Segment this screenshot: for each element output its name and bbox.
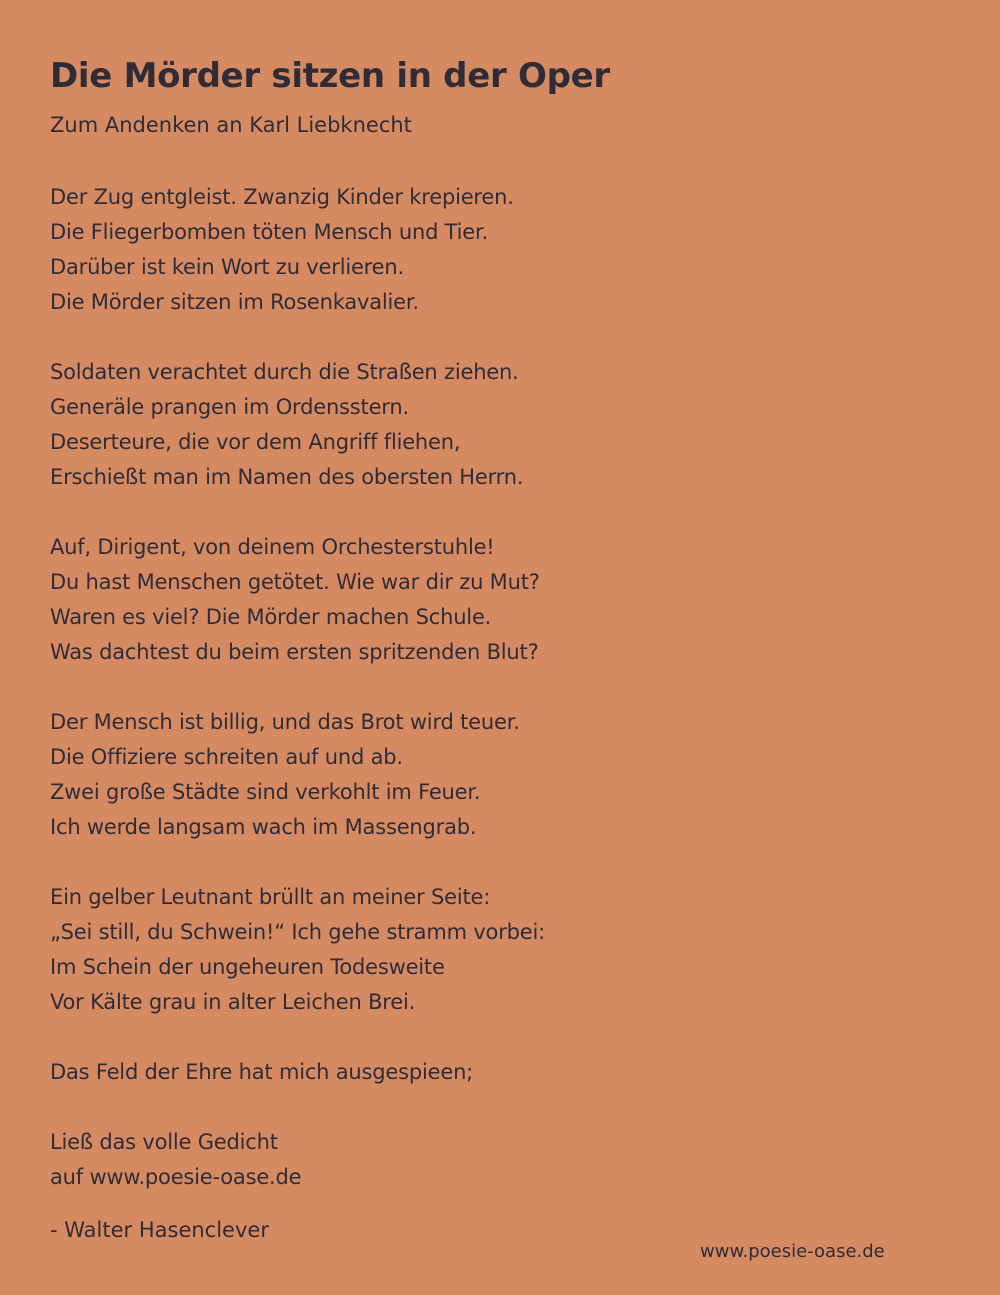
poem-line: Zwei große Städte sind verkohlt im Feuer.: [50, 780, 481, 804]
poem-line: Erschießt man im Namen des obersten Herrn.: [50, 465, 524, 489]
cta-line: auf www.poesie-oase.de: [50, 1165, 302, 1189]
poem-line: Der Mensch ist billig, und das Brot wird teuer.: [50, 710, 520, 734]
poem-line: Was dachtest du beim ersten spritzenden Blut?: [50, 640, 539, 664]
stanza-6: [50, 1055, 670, 1090]
poem-line: Deserteure, die vor dem Angriff fliehen,: [50, 430, 461, 454]
poem-body: [50, 180, 670, 1195]
poem-line: „Sei still, du Schwein!“ Ich gehe stramm vorbei:: [50, 920, 545, 944]
stanza-5: [50, 880, 670, 1020]
poem-line: Der Zug entgleist. Zwanzig Kinder krepieren.: [50, 185, 514, 209]
poem-line: Im Schein der ungeheuren Todesweite: [50, 955, 445, 979]
poem-line: Die Offiziere schreiten auf und ab.: [50, 745, 403, 769]
poem-line: Du hast Menschen getötet. Wie war dir zu Mut?: [50, 570, 540, 594]
poem-line: Soldaten verachtet durch die Straßen ziehen.: [50, 360, 519, 384]
poem-author: - Walter Hasenclever: [50, 1218, 269, 1242]
stanza-4: [50, 705, 670, 845]
poem-line: Waren es viel? Die Mörder machen Schule.: [50, 605, 492, 629]
cta-line: Ließ das volle Gedicht: [50, 1130, 278, 1154]
poem-line: Ich werde langsam wach im Massengrab.: [50, 815, 477, 839]
poem-line: Die Fliegerbomben töten Mensch und Tier.: [50, 220, 489, 244]
stanza-2: [50, 355, 670, 495]
poem-line: Das Feld der Ehre hat mich ausgespieen;: [50, 1060, 474, 1084]
poem-title: Die Mörder sitzen in der Oper: [50, 56, 610, 96]
read-full-poem-note: [50, 1125, 670, 1195]
stanza-3: [50, 530, 670, 670]
poem-line: Darüber ist kein Wort zu verlieren.: [50, 255, 404, 279]
author-block: [50, 1215, 269, 1245]
poem-line: Vor Kälte grau in alter Leichen Brei.: [50, 990, 416, 1014]
footer-website: www.poesie-oase.de: [700, 1241, 885, 1262]
poem-line: Ein gelber Leutnant brüllt an meiner Seite:: [50, 885, 491, 909]
poem-line: Generäle prangen im Ordensstern.: [50, 395, 409, 419]
poem-subtitle: Zum Andenken an Karl Liebknecht: [50, 113, 412, 137]
poem-line: Die Mörder sitzen im Rosenkavalier.: [50, 290, 419, 314]
poem-line: Auf, Dirigent, von deinem Orchesterstuhle!: [50, 535, 495, 559]
poem-page: [50, 52, 670, 1230]
stanza-1: [50, 180, 670, 320]
